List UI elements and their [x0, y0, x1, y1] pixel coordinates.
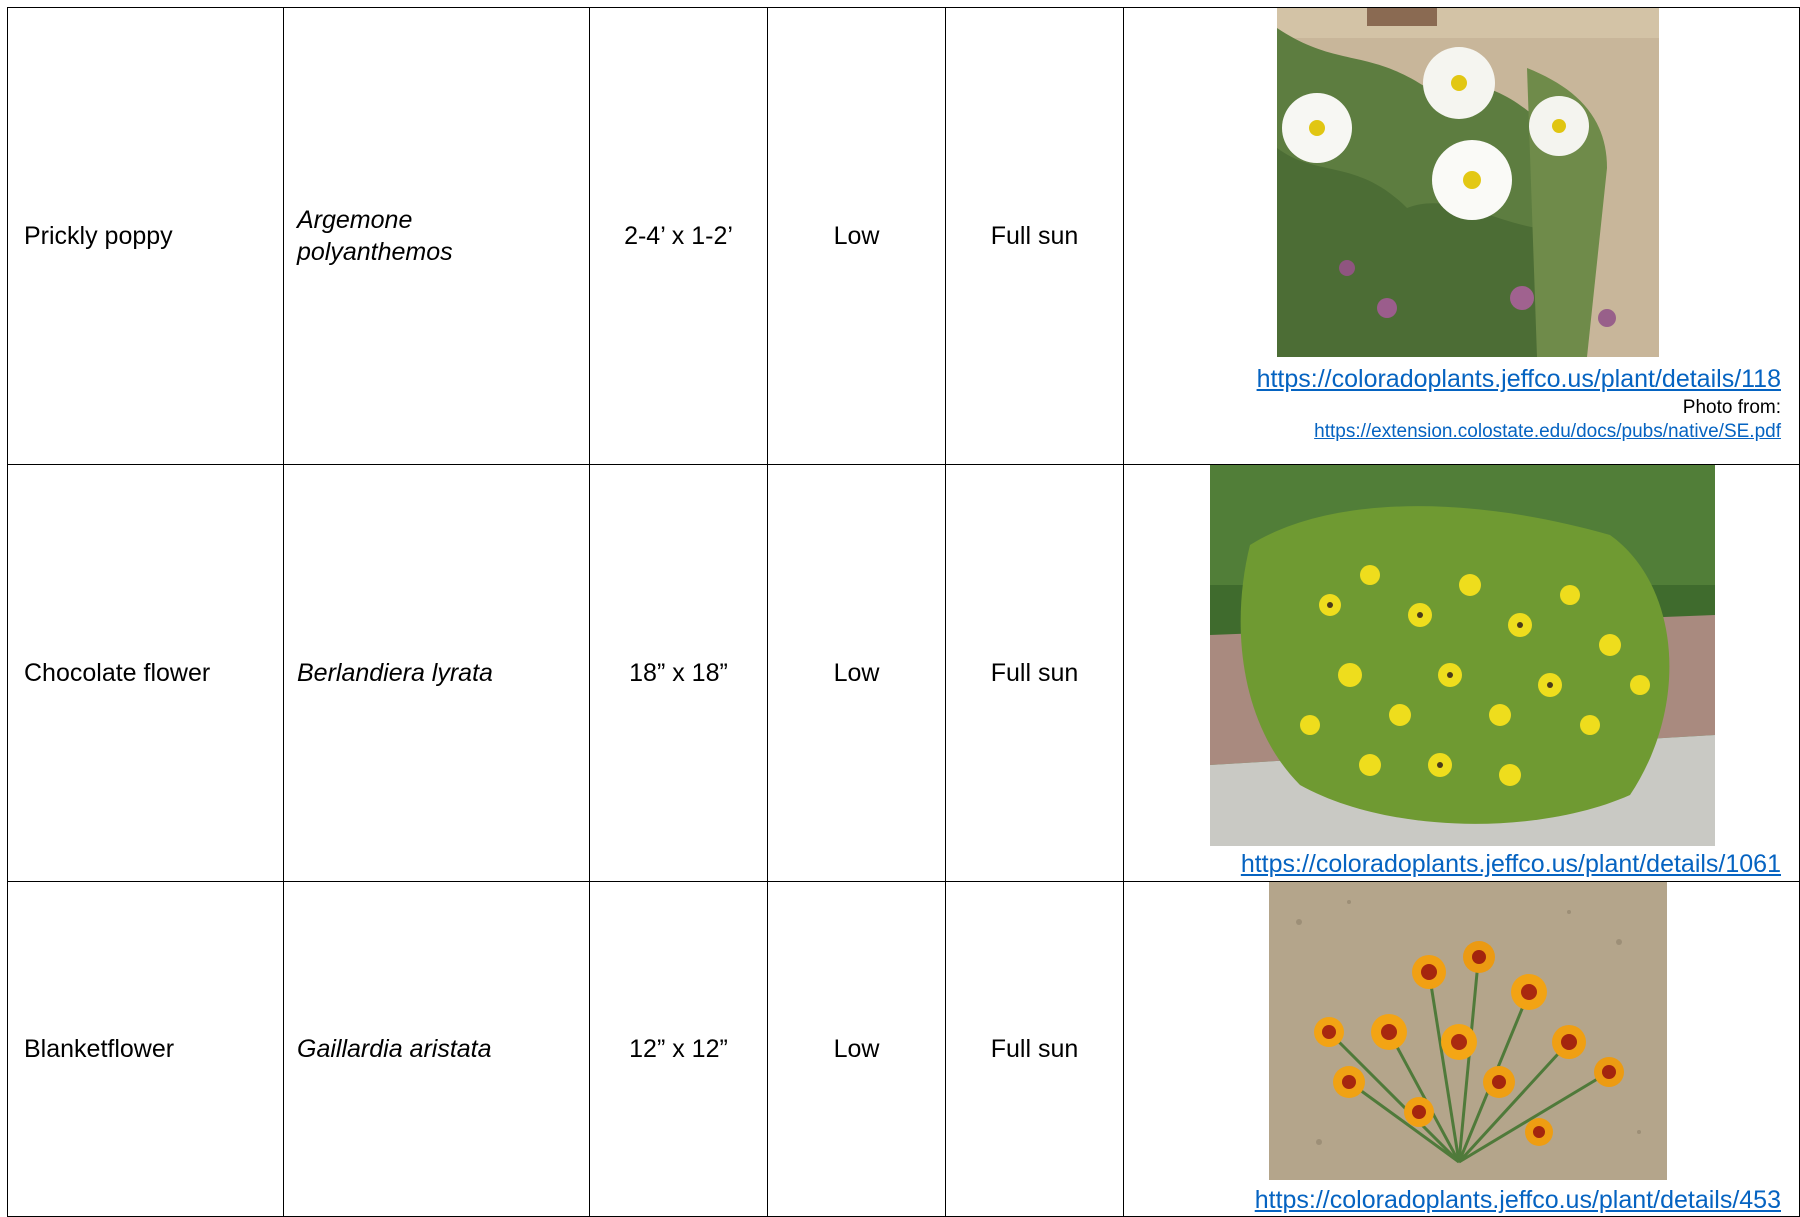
plant-details-link[interactable]: https://coloradoplants.jeffco.us/plant/details/453 [1254, 1185, 1781, 1214]
plant-size: 2-4’ x 1-2’ [624, 221, 733, 250]
water-cell [768, 8, 946, 465]
plant-size: 12” x 12” [629, 1034, 728, 1063]
table-row [8, 881, 1800, 1217]
common-name: Chocolate flower [24, 658, 211, 687]
water-cell [768, 881, 946, 1217]
plant-table-container [7, 7, 1800, 1217]
plant-size: 18” x 18” [629, 658, 728, 687]
common-name: Prickly poppy [24, 221, 173, 250]
sun-cell [946, 465, 1124, 882]
image-cell [1124, 465, 1800, 882]
chocolate-flower-image [1210, 465, 1715, 846]
prickly-poppy-image [1277, 8, 1659, 357]
water-cell [768, 465, 946, 882]
common-name: Blanketflower [24, 1034, 175, 1063]
scientific-name-cell [284, 881, 590, 1217]
sun-exposure: Full sun [990, 1034, 1079, 1063]
water-need: Low [833, 221, 880, 250]
image-cell [1124, 881, 1800, 1217]
scientific-name-cell [284, 465, 590, 882]
water-need: Low [833, 658, 880, 687]
photo-credit-link[interactable]: https://extension.colostate.edu/docs/pubs/native/SE.pdf [1314, 421, 1781, 443]
blanketflower-photo [1269, 882, 1667, 1180]
chocolate-flower-photo [1210, 465, 1715, 846]
scientific-name-cell [284, 8, 590, 465]
scientific-name: Argemone [297, 205, 413, 234]
common-name-cell [8, 881, 284, 1217]
water-need: Low [833, 1034, 880, 1063]
plant-details-link[interactable]: https://coloradoplants.jeffco.us/plant/details/1061 [1240, 850, 1781, 878]
prickly-poppy-photo [1277, 8, 1659, 357]
scientific-name: Gaillardia aristata [297, 1034, 492, 1063]
size-cell [590, 465, 768, 882]
table-row [8, 465, 1800, 882]
scientific-name: polyanthemos [297, 238, 453, 266]
plant-details-link[interactable]: https://coloradoplants.jeffco.us/plant/details/118 [1256, 365, 1781, 393]
size-cell [590, 881, 768, 1217]
sun-exposure: Full sun [990, 658, 1079, 687]
scientific-name: Berlandiera lyrata [297, 658, 493, 687]
table-row [8, 8, 1800, 465]
common-name-cell [8, 8, 284, 465]
plant-table [7, 7, 1800, 1217]
sun-cell [946, 8, 1124, 465]
sun-exposure: Full sun [990, 221, 1079, 250]
sun-cell [946, 881, 1124, 1217]
blanketflower-image [1269, 882, 1667, 1180]
photo-credit-label: Photo from: [1682, 396, 1781, 418]
image-cell [1124, 8, 1800, 465]
size-cell [590, 8, 768, 465]
common-name-cell [8, 465, 284, 882]
